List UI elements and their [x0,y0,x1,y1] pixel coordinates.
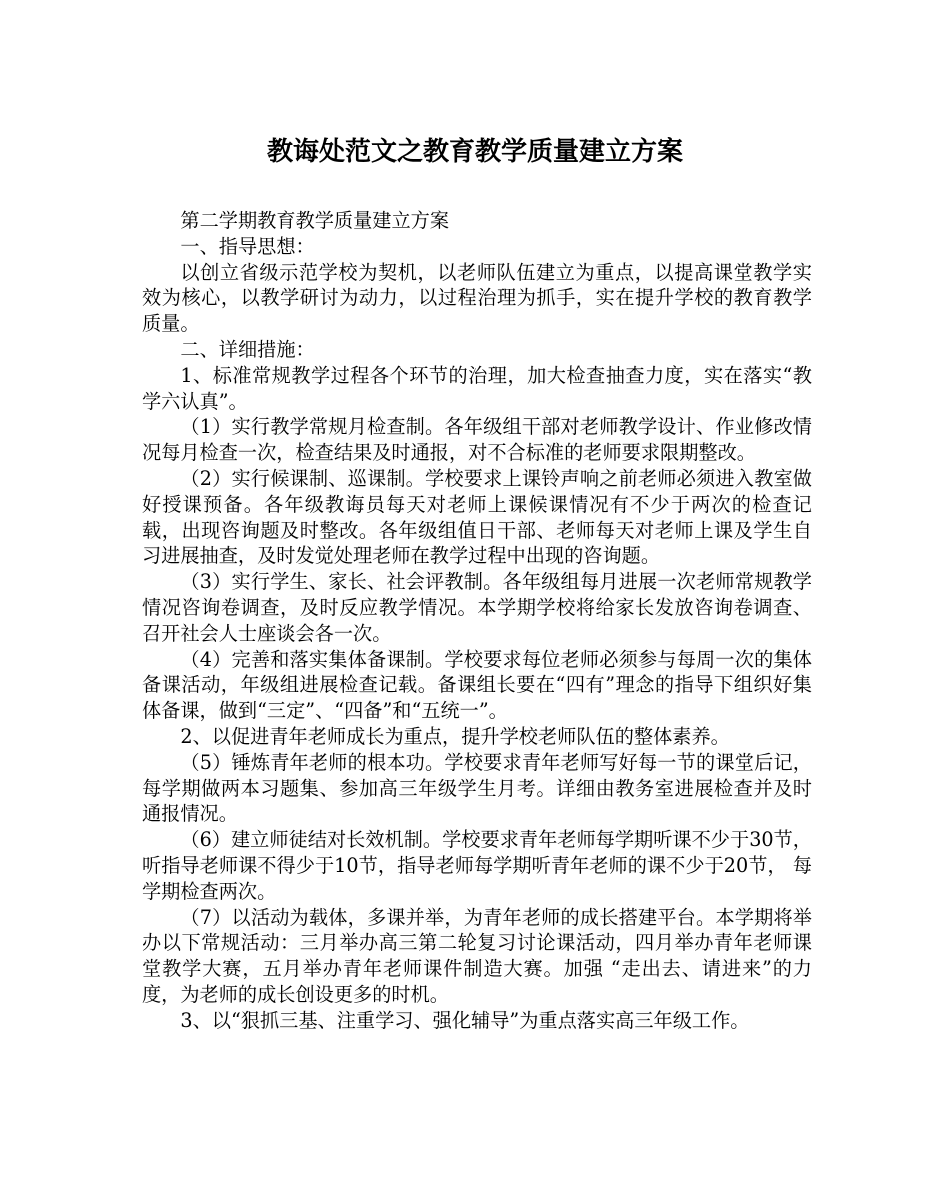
paragraph: 3、以“狠抓三基、注重学习、强化辅导”为重点落实高三年级工作。 [180,1008,750,1032]
paragraph: （5）锤炼青年老师的根本功。学校要求青年老师写好每一节的课堂后记，每学期做两本习题集、参加高三年级学生月考。详细由教务室进展检查并及时通报情况。 [142,750,812,826]
paragraph: （4）完善和落实集体备课制。学校要求每位老师必须参与每周一次的集体备课活动，年级组进展检查记载。备课组长要在“四有”理念的指导下组织好集体备课，做到“三定”、“四备”和“五统一”。 [142,647,812,723]
paragraph: （2）实行候课制、巡课制。学校要求上课铃声响之前老师必须进入教室做好授课预备。各年级教诲员每天对老师上课候课情况有不少于两次的检查记载，出现咨询题及时整改。各年级组值日干部、老师每天对老师上课及学生自习进展抽查，及时发觉处理老师在教学过程中出现的咨询题。 [142,466,812,568]
paragraph: （1）实行教学常规月检查制。各年级组干部对老师教学设计、作业修改情况每月检查一次，检查结果及时通报，对不合标准的老师要求限期整改。 [142,415,812,465]
paragraph: 第二学期教育教学质量建立方案 [180,209,450,232]
paragraph: 一、指导思想： [180,234,315,258]
paragraph: 以创立省级示范学校为契机，以老师队伍建立为重点，以提高课堂教学实效为核心，以教学研讨为动力，以过程治理为抓手，实在提升学校的教育教学质量。 [142,260,812,336]
paragraph: 二、详细措施： [180,337,315,361]
paragraph: （6）建立师徒结对长效机制。学校要求青年老师每学期听课不少于30节，听指导老师课不得少于10节，指导老师每学期听青年老师的课不少于20节， 每学期检查两次。 [142,828,812,903]
document-title: 教诲处范文之教育教学质量建立方案 [266,137,683,167]
document-body [142,208,812,1034]
paragraph: （3）实行学生、家长、社会评教制。各年级组每月进展一次老师常规教学情况咨询卷调查，及时反应教学情况。本学期学校将给家长发放咨询卷调查、召开社会人士座谈会各一次。 [142,570,812,645]
paragraph: 2、以促进青年老师成长为重点，提升学校老师队伍的整体素养。 [180,724,730,748]
paragraph: （7）以活动为载体，多课并举，为青年老师的成长搭建平台。本学期将举办以下常规活动：三月举办高三第二轮复习讨论课活动，四月举办青年老师课堂教学大赛，五月举办青年老师课件制造大赛。加强 “走出去、请进来”的力度，为老师的成长创设更多的时机。 [142,905,812,1006]
paragraph: 1、标准常规教学过程各个环节的治理，加大检查抽查力度，实在落实“教学六认真”。 [142,363,812,413]
